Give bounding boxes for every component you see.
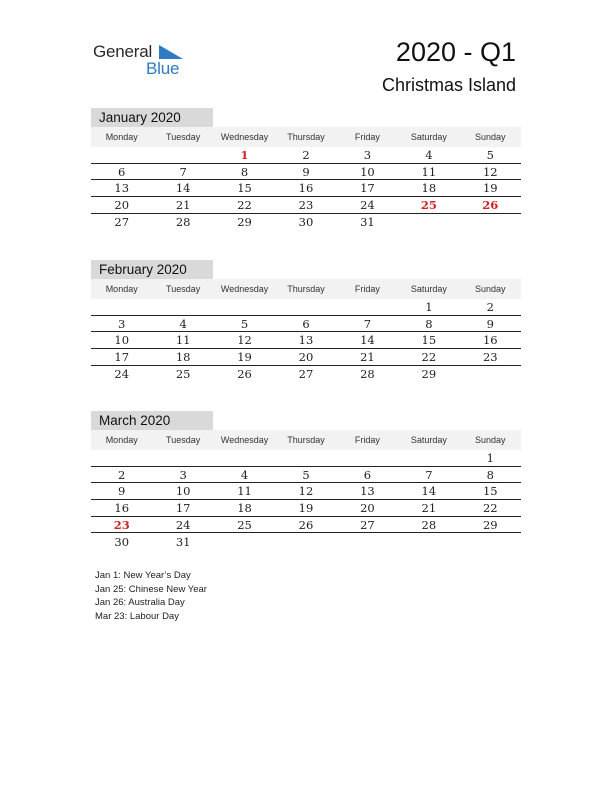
day-cell: 27 [298, 367, 314, 382]
logo [93, 42, 193, 78]
day-cell: 16 [114, 500, 130, 515]
day-cell: 15 [482, 484, 498, 499]
day-cell: 26 [298, 517, 314, 532]
day-cell: 25 [237, 517, 252, 532]
day-cell: 12 [482, 164, 498, 179]
day-cell: 18 [421, 181, 437, 196]
day-cell: 15 [421, 333, 437, 348]
weekday-label: Wednesday [220, 435, 269, 445]
day-cell: 4 [425, 147, 433, 162]
day-cell: 13 [114, 181, 130, 196]
day-cell: 12 [237, 333, 252, 348]
day-cell: 6 [363, 467, 372, 482]
day-cell: 23 [113, 517, 130, 532]
day-cell: 28 [175, 215, 191, 230]
day-cell: 13 [360, 484, 375, 499]
day-cell: 28 [421, 517, 437, 532]
week-row [91, 299, 521, 316]
day-cell: 29 [482, 517, 498, 532]
day-cell: 19 [298, 500, 314, 515]
weekday-label: Friday [354, 284, 380, 294]
week-row [91, 366, 521, 383]
day-cell: 17 [114, 349, 130, 364]
day-cell: 7 [425, 467, 433, 482]
day-cell: 24 [175, 517, 191, 532]
day-cell: 25 [420, 197, 437, 212]
day-cell: 7 [363, 316, 372, 331]
week-row [91, 450, 521, 467]
day-cell: 29 [237, 215, 252, 230]
weekday-label: Monday [105, 132, 138, 142]
day-cell: 3 [118, 316, 126, 331]
day-cell: 10 [175, 484, 191, 499]
day-cell: 24 [360, 197, 375, 212]
weekday-label: Sunday [475, 132, 506, 142]
day-cell: 20 [360, 500, 375, 515]
day-cell: 28 [360, 367, 375, 382]
day-cell: 12 [298, 484, 314, 499]
day-cell: 8 [425, 316, 433, 331]
day-cell: 2 [486, 299, 494, 314]
day-cell: 9 [486, 316, 494, 331]
day-cell: 16 [298, 181, 314, 196]
day-cell: 31 [175, 534, 191, 549]
weekday-label: Friday [354, 132, 380, 142]
day-cell: 22 [421, 349, 437, 364]
holiday-note: Mar 23: Labour Day [95, 610, 179, 622]
week-row [91, 467, 521, 484]
day-cell: 8 [486, 467, 494, 482]
week-row [91, 180, 521, 197]
day-cell: 22 [482, 500, 498, 515]
day-cell: 20 [298, 349, 314, 364]
day-cell: 24 [114, 367, 130, 382]
day-cell: 5 [302, 467, 310, 482]
page-subtitle: Christmas Island [381, 75, 516, 95]
day-cell: 5 [486, 147, 494, 162]
week-row [91, 197, 521, 214]
day-cell: 18 [175, 349, 191, 364]
month-title: March 2020 [91, 411, 213, 430]
day-cell: 11 [237, 484, 252, 499]
weekday-label: Tuesday [166, 284, 201, 294]
logo-blue-text: Blue [146, 59, 180, 78]
week-row [91, 332, 521, 349]
day-cell: 10 [360, 164, 375, 179]
day-cell: 17 [175, 500, 191, 515]
weekday-label: Tuesday [166, 435, 201, 445]
weekday-label: Saturday [410, 284, 447, 294]
day-cell: 29 [421, 367, 437, 382]
weekday-label: Wednesday [220, 284, 269, 294]
logo-general-text: General [93, 42, 153, 61]
day-cell: 22 [237, 197, 252, 212]
page-title: 2020 - Q1 [395, 37, 516, 67]
day-cell: 3 [363, 147, 372, 162]
day-cell: 8 [240, 164, 249, 179]
holiday-notes [95, 569, 207, 623]
day-cell: 3 [179, 467, 187, 482]
day-cell: 20 [114, 197, 130, 212]
day-cell: 9 [302, 164, 310, 179]
day-cell: 4 [179, 316, 187, 331]
month-title: January 2020 [91, 108, 213, 127]
day-cell: 21 [360, 349, 375, 364]
day-cell: 27 [360, 517, 375, 532]
week-row [91, 517, 521, 534]
day-cell: 23 [482, 349, 498, 364]
month-block [91, 108, 521, 230]
holiday-note: Jan 26: Australia Day [95, 597, 185, 608]
logo-triangle-icon [159, 45, 183, 59]
week-row [91, 533, 521, 550]
day-cell: 9 [118, 484, 126, 499]
day-cell: 14 [421, 484, 437, 499]
week-row [91, 316, 521, 333]
day-cell: 19 [482, 181, 498, 196]
weekday-label: Sunday [475, 435, 506, 445]
day-cell: 6 [118, 164, 126, 179]
weekday-header [91, 127, 521, 147]
holiday-note: Jan 1: New Year’s Day [95, 570, 191, 581]
weekday-label: Tuesday [166, 132, 201, 142]
day-cell: 11 [421, 164, 437, 179]
month-block [91, 411, 521, 550]
day-cell: 19 [237, 349, 252, 364]
weekday-label: Saturday [410, 132, 447, 142]
day-cell: 23 [298, 197, 314, 212]
week-row [91, 500, 521, 517]
week-row [91, 164, 521, 181]
day-cell: 6 [302, 316, 310, 331]
weekday-label: Saturday [410, 435, 447, 445]
week-row [91, 349, 521, 366]
day-cell: 4 [240, 467, 249, 482]
day-cell: 5 [240, 316, 249, 331]
week-row [91, 483, 521, 500]
day-cell: 30 [114, 534, 130, 549]
day-cell: 31 [360, 215, 375, 230]
weekday-label: Thursday [287, 284, 325, 294]
week-row [91, 147, 521, 164]
weekday-label: Thursday [287, 435, 325, 445]
weekday-label: Monday [105, 435, 138, 445]
holiday-note: Jan 25: Chinese New Year [95, 583, 207, 595]
day-cell: 1 [425, 299, 433, 314]
day-cell: 14 [360, 333, 375, 348]
weekday-label: Sunday [475, 284, 506, 294]
weekday-label: Wednesday [220, 132, 269, 142]
day-cell: 2 [118, 467, 126, 482]
day-cell: 10 [114, 333, 130, 348]
weekday-label: Friday [354, 435, 380, 445]
day-cell: 25 [175, 367, 191, 382]
weekday-header [91, 279, 521, 299]
day-cell: 2 [302, 147, 310, 162]
day-cell: 14 [175, 181, 191, 196]
day-cell: 1 [240, 147, 249, 162]
day-cell: 27 [114, 215, 130, 230]
weekday-label: Thursday [287, 132, 325, 142]
month-block [91, 260, 521, 382]
day-cell: 26 [482, 197, 499, 212]
week-row [91, 214, 521, 231]
weekday-label: Monday [105, 284, 138, 294]
day-cell: 15 [237, 181, 252, 196]
weekday-header [91, 430, 521, 450]
day-cell: 30 [298, 215, 314, 230]
day-cell: 21 [421, 500, 437, 515]
day-cell: 18 [237, 500, 252, 515]
day-cell: 26 [237, 367, 252, 382]
day-cell: 7 [179, 164, 187, 179]
day-cell: 21 [175, 197, 191, 212]
day-cell: 17 [360, 181, 375, 196]
day-cell: 13 [298, 333, 314, 348]
day-cell: 11 [175, 333, 191, 348]
day-cell: 16 [482, 333, 498, 348]
day-cell: 1 [486, 450, 494, 465]
month-title: February 2020 [91, 260, 213, 279]
